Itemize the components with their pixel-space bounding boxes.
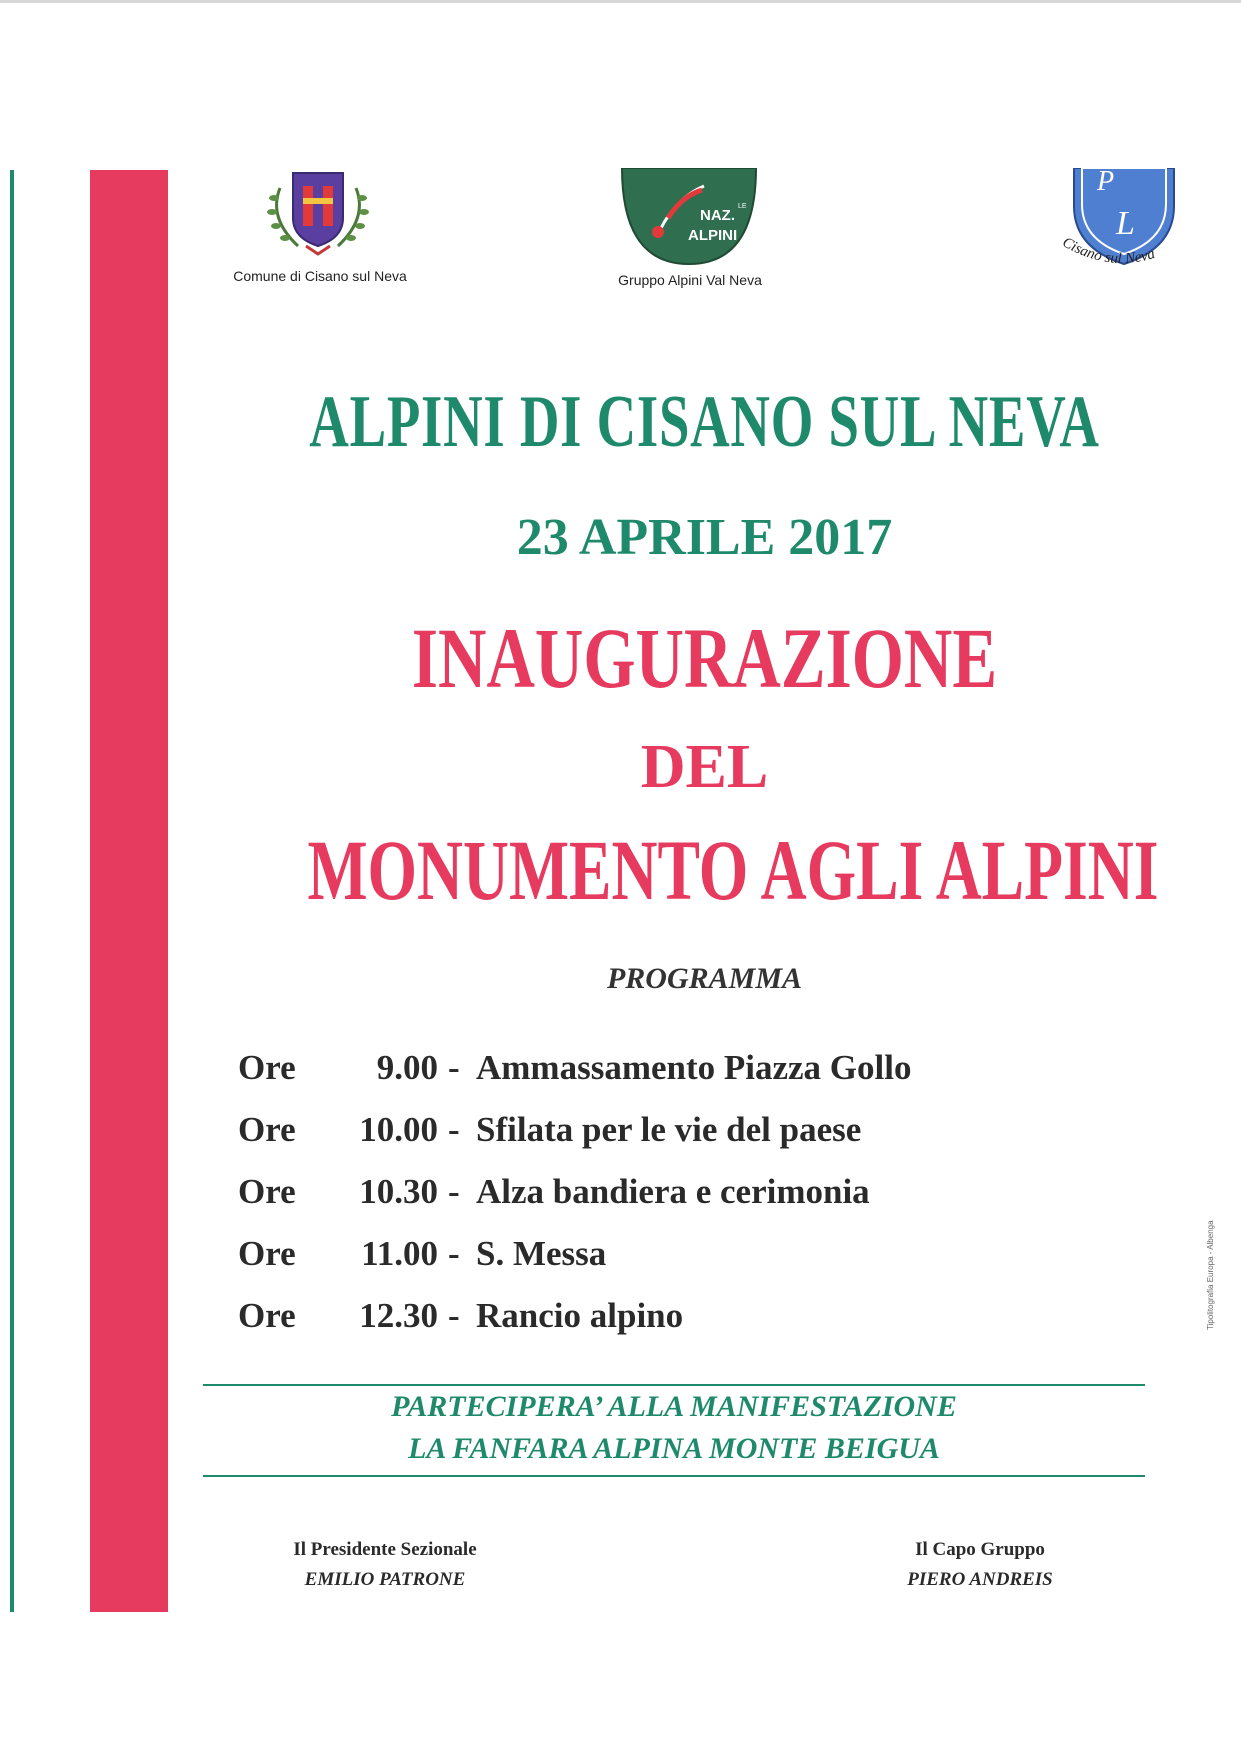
schedule-time: 10.00 (359, 1110, 438, 1149)
comune-caption: Comune di Cisano sul Neva (233, 268, 407, 284)
announcement-bottom-rule (203, 1475, 1145, 1477)
signature-group-leader (860, 1535, 1100, 1595)
schedule-description: Alza bandiera e cerimonia (476, 1172, 870, 1211)
schedule-row (238, 1048, 1138, 1110)
svg-text:L: L (1116, 205, 1135, 242)
page-top-edge (0, 0, 1241, 3)
signature-role: Il Capo Gruppo (915, 1539, 1045, 1560)
svg-text:LE: LE (738, 203, 747, 210)
schedule-row (238, 1110, 1138, 1172)
announcement-line-1: PARTECIPERA’ ALLA MANIFESTAZIONE (391, 1390, 957, 1423)
main-title: ALPINI DI CISANO SUL NEVA (309, 381, 1100, 463)
svg-text:P: P (1097, 168, 1115, 197)
svg-text:ALPINI: ALPINI (688, 227, 738, 244)
alpini-association-logo (618, 168, 760, 266)
cisano-shield-emblem-logo (1052, 168, 1192, 288)
flag-red-stripe (90, 170, 168, 1612)
alpini-caption: Gruppo Alpini Val Neva (618, 272, 762, 288)
signature-name: PIERO ANDREIS (907, 1569, 1053, 1590)
svg-text:NAZ.: NAZ. (700, 207, 735, 224)
signature-role: Il Presidente Sezionale (293, 1539, 477, 1560)
announcement-top-rule (203, 1384, 1145, 1386)
schedule-dash: - (448, 1296, 460, 1335)
schedule-dash: - (448, 1234, 460, 1273)
flag-green-stripe (10, 170, 14, 1612)
schedule-time: 11.00 (361, 1234, 438, 1273)
event-title-line-3: MONUMENTO AGLI ALPINI (307, 822, 1159, 918)
schedule-row (238, 1172, 1138, 1234)
announcement-line-2: LA FANFARA ALPINA MONTE BEIGUA (408, 1432, 940, 1465)
program-heading: PROGRAMMA (606, 962, 803, 995)
schedule-description: S. Messa (476, 1234, 607, 1273)
schedule-ore-label: Ore (238, 1172, 296, 1211)
schedule-time: 12.30 (359, 1296, 438, 1335)
signature-president (240, 1535, 530, 1595)
event-title-line-2: DEL (640, 733, 769, 801)
schedule-time: 9.00 (376, 1048, 438, 1087)
comune-coat-of-arms-logo (258, 168, 378, 258)
schedule-description: Rancio alpino (476, 1296, 684, 1335)
schedule-row (238, 1296, 1138, 1358)
event-date: 23 APRILE 2017 (516, 509, 893, 566)
schedule-description: Ammassamento Piazza Gollo (476, 1048, 912, 1087)
schedule-dash: - (448, 1172, 460, 1211)
svg-text:Cisano sul Neva: Cisano sul Neva (1059, 234, 1157, 268)
program-schedule (238, 1048, 1138, 1358)
schedule-row (238, 1234, 1138, 1296)
schedule-ore-label: Ore (238, 1296, 296, 1335)
schedule-ore-label: Ore (238, 1110, 296, 1149)
schedule-ore-label: Ore (238, 1048, 296, 1087)
schedule-description: Sfilata per le vie del paese (476, 1110, 862, 1149)
printer-note: Tipolitografia Europa - Albenga (1206, 1220, 1215, 1330)
signature-name: EMILIO PATRONE (304, 1569, 466, 1590)
event-title-line-1: INAUGURAZIONE (411, 610, 998, 706)
schedule-dash: - (448, 1048, 460, 1087)
schedule-ore-label: Ore (238, 1234, 296, 1273)
schedule-time: 10.30 (359, 1172, 438, 1211)
schedule-dash: - (448, 1110, 460, 1149)
